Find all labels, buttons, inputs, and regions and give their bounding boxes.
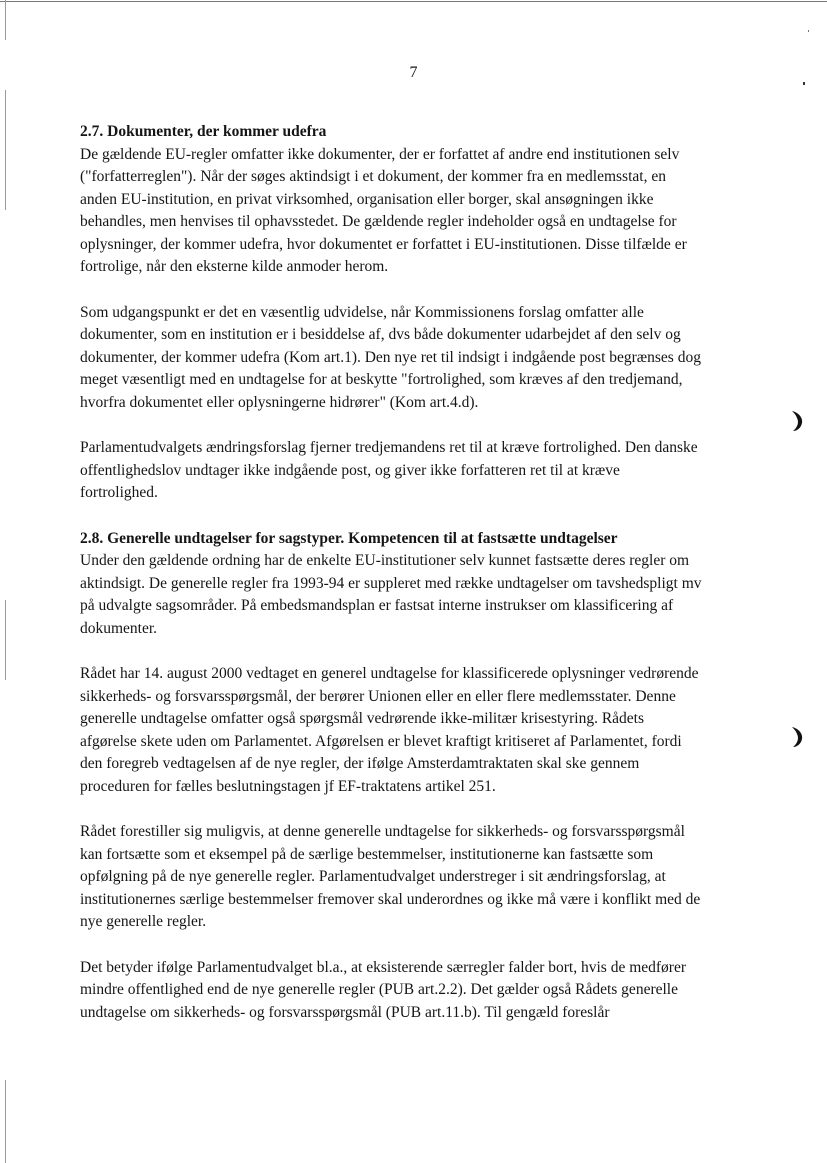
- section-heading: 2.8. Generelle undtagelser for sagstyper. Kompetencen til at fastsætte undtagelser: [80, 529, 618, 547]
- scan-speck: [803, 82, 805, 85]
- page-left-edge: [5, 600, 6, 680]
- page-left-edge: [5, 90, 6, 210]
- document-body: [80, 121, 770, 1047]
- paragraph: De gældende EU-regler omfatter ikke dokumenter, der er forfattet af andre end institutionen selv ("forfatterreglen"). Når der søges aktindsigt i et dokument, der kommer fra en medlemsstat, en anden EU-institution, en privat virksomhed, organisation eller borger, skal ansøgningen ikke behandles, men henvises til ophavsstedet. De gældende regler indeholder også en undtagelse for oplysninger, der kommer udefra, hvor dokumentet er forfattet i EU-institutionen. Disse tilfælde er fortrolige, når den eksterne kilde anmoder herom.: [80, 145, 687, 275]
- punch-hole-mark: [790, 726, 804, 748]
- section-2-8: [80, 528, 770, 1025]
- page-left-edge: [5, 1080, 6, 1163]
- paragraph: Under den gældende ordning har de enkelte EU-institutioner selv kunnet fastsætte deres regler om aktindsigt. De generelle regler fra 1993-94 er suppleret med række undtagelser om tavshedspligt mv på udvalgte sagsområder. På embedsmandsplan er fastsat interne instrukser om klassificering af dokumenter.: [80, 552, 702, 637]
- paragraph: Rådet forestiller sig muligvis, at denne generelle undtagelse for sikkerheds- og forsvarsspørgsmål kan fortsætte som et eksempel på de særlige bestemmelser, institutionerne kan fastsætte som opfølgning på de nye generelle regler. Parlamentudvalget understreger i sit ændringsforslag, at institutionernes særlige bestemmelser fremover skal underordnes og ikke må være i konflikt med de nye generelle regler.: [80, 823, 701, 930]
- page-number: 7: [409, 64, 418, 81]
- punch-hole-mark: [790, 410, 804, 432]
- paragraph: Som udgangspunkt er det en væsentlig udvidelse, når Kommissionens forslag omfatter alle dokumenter, som en institution er i besiddelse af, dvs både dokumenter udarbejdet af den selv og dokumenter, der kommer udefra (Kom art.1). Den nye ret til indsigt i indgående post begrænses dog meget væsentligt med en undtagelse for at beskytte "fortrolighed, som kræves af den tredjemand, hvorfra dokumentet eller oplysningerne hidrører" (Kom art.4.d).: [80, 303, 701, 411]
- page-left-edge: [5, 0, 6, 40]
- paragraph: Rådet har 14. august 2000 vedtaget en generel undtagelse for klassificerede oplysninger vedrørende sikkerheds- og forsvarsspørgsmål, der berører Unionen eller en eller flere medlemsstater. Denne generelle undtagelse omfatter også spørgsmål vedrørende ikke-militær krisestyring. Rådets afgørelse skete uden om Parlamentet. Afgørelsen er blevet kraftigt kritiseret af Parlamentet, fordi den foregreb vedtagelsen af de nye regler, der ifølge Amsterdamtraktaten skal ske gennem proceduren for fælles beslutningstagen jf EF-traktatens artikel 251.: [80, 665, 699, 795]
- paragraph: Parlamentudvalgets ændringsforslag fjerner tredjemandens ret til at kræve fortrolighed. Den danske offentlighedslov undtager ikke indgående post, og giver ikke forfatteren ret til at kræve fortrolighed.: [80, 439, 698, 501]
- scan-speck: [808, 30, 809, 32]
- page-top-rule: [0, 1, 827, 2]
- section-2-7: [80, 121, 770, 505]
- paragraph: Det betyder ifølge Parlamentudvalget bl.a., at eksisterende særregler falder bort, hvis de medfører mindre offentlighed end de nye generelle regler (PUB art.2.2). Det gælder også Rådets generelle undtagelse om sikkerheds- og forsvarsspørgsmål (PUB art.11.b). Til gengæld foreslår: [80, 958, 686, 1021]
- section-heading: 2.7. Dokumenter, der kommer udefra: [80, 123, 327, 140]
